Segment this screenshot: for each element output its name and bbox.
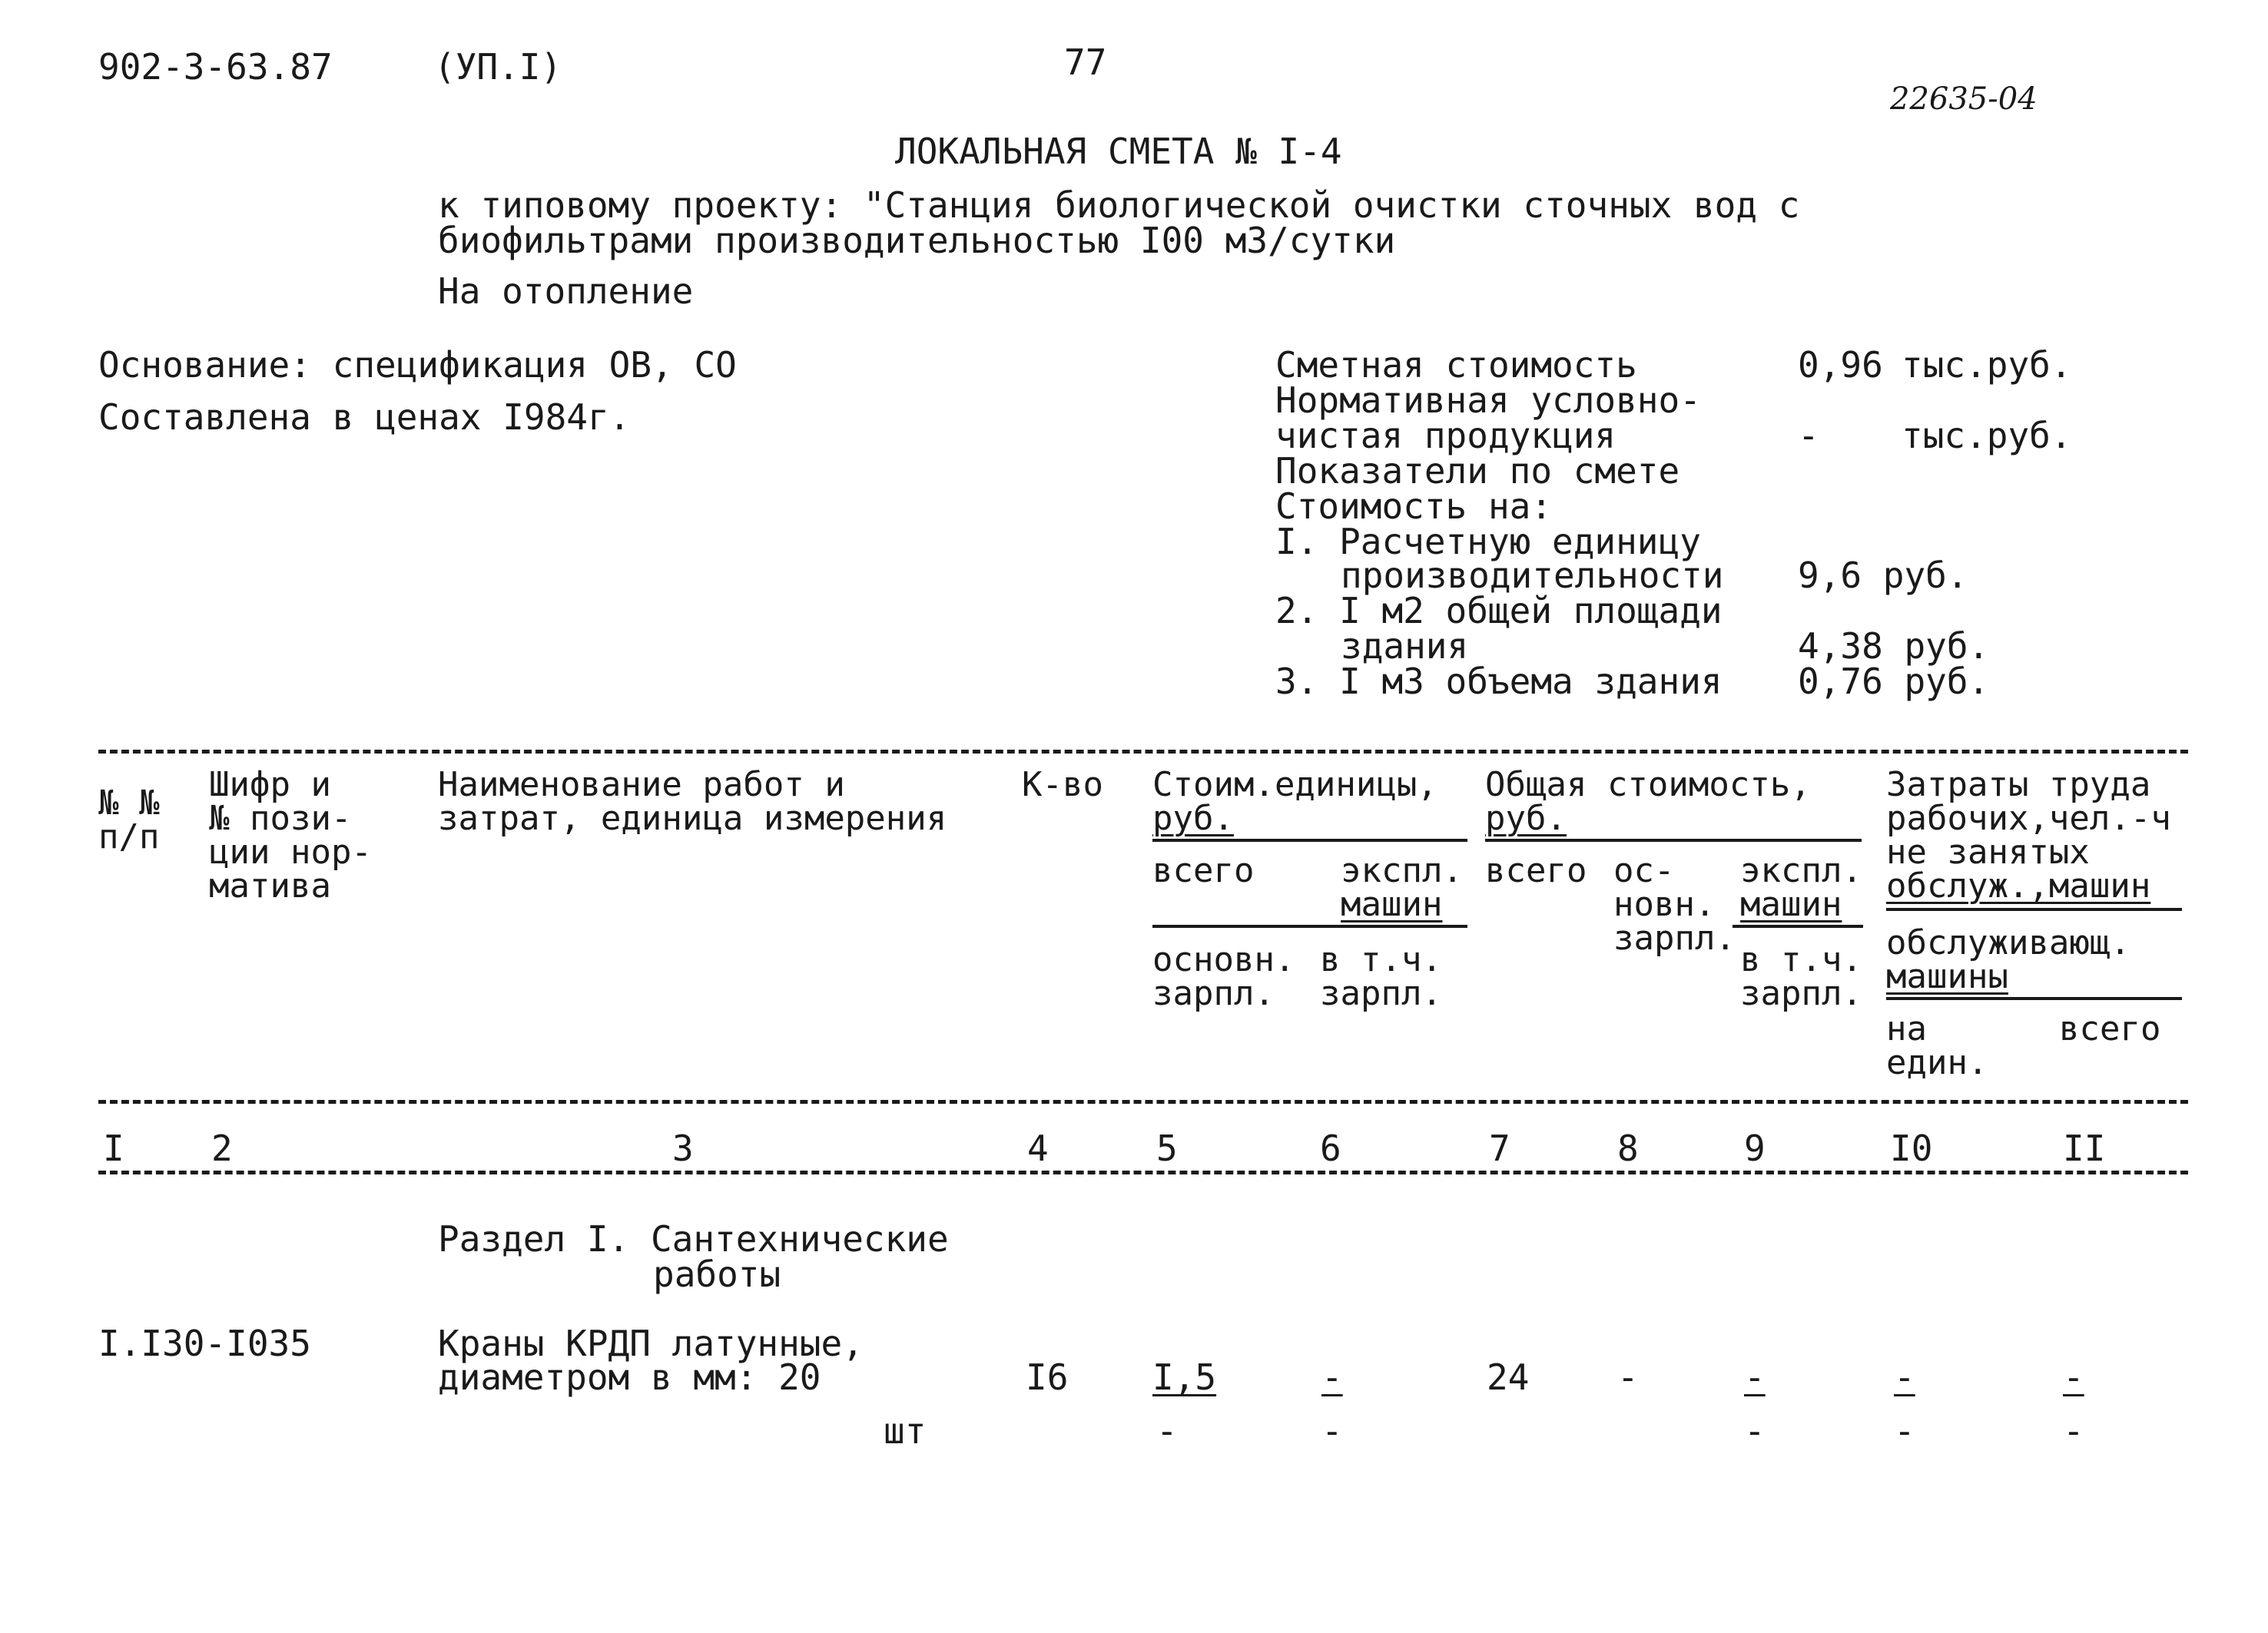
indicator-1-value: 9,6 руб. [1798,555,1968,596]
unit-total-header: всего [1152,851,1255,890]
col4-header: К-во [1022,765,1103,804]
labor-header-a: Затраты труда [1886,765,2151,804]
row-total: 24 [1487,1356,1530,1398]
row-unit-mach: - [1321,1356,1343,1398]
column-number: 3 [672,1128,694,1169]
unit-mach-header-a: экспл. [1341,851,1463,890]
unit-incl-header-a: в т.ч. [1320,940,1442,979]
unit-mach-header-b: машин [1341,885,1443,924]
column-numbers-rule [98,1171,2188,1174]
total-mach-header-b: машин [1740,885,1842,924]
column-number: 2 [211,1128,233,1169]
indicator-3-value: 0,76 руб. [1798,661,1990,702]
section-title-2: работы [653,1254,781,1295]
indicators-label: Показатели по смете [1275,450,1680,492]
album-number: (УП.I) [434,46,562,88]
total-incl-header-b: зарпл. [1740,974,1862,1013]
row-qty: I6 [1026,1356,1069,1398]
indicator-1-label-2: производительности [1341,555,1724,596]
indicator-2-label: 2. I м2 общей площади [1275,590,1723,631]
row-unit-wage: - [1156,1410,1178,1452]
col2-header-a: Шифр и [209,765,331,804]
total-mid-rule [1732,925,1863,928]
estimate-title: ЛОКАЛЬНАЯ СМЕТА № I-4 [895,131,1342,172]
row-unit-total: I,5 [1152,1356,1217,1398]
section-title: Раздел I. Сантехнические [438,1218,949,1260]
indicator-1-label: I. Расчетную единицу [1275,521,1701,562]
col1-header-b: п/п [98,817,160,856]
labor-rule-2 [1886,997,2182,1000]
row-unit: шт [884,1410,927,1452]
unit-wage-header-a: основн. [1152,940,1295,979]
col2-header-b: № пози- [209,799,352,838]
labor-header-d: обслуж.,машин [1886,866,2151,906]
col3-header-b: затрат, единица измерения [438,799,947,838]
col1-header-a: № № [98,783,160,823]
labor-header-c: не занятых [1886,833,2090,872]
indicator-3-label: 3. I м3 объема здания [1275,661,1723,702]
cost-label: Сметная стоимость [1275,344,1637,386]
total-mach-header-a: экспл. [1740,851,1862,890]
row-labor-total-2: - [2063,1410,2084,1452]
row-total-incl: - [1744,1410,1766,1452]
col2-header-c: ции нор- [209,833,372,872]
row-total-mach: - [1744,1356,1766,1398]
unit-cost-rule [1152,839,1467,842]
project-line-1: к типовому проекту: "Станция биологической очистки сточных вод с [438,184,1800,226]
labor-header-b: рабочих,чел.-ч [1886,799,2171,838]
project-line-2: биофильтрами производительностью I00 м3/сутки [438,220,1396,261]
column-number: 8 [1617,1128,1639,1169]
estimate-subject: На отопление [438,270,694,312]
unit-cost-header-b: руб. [1152,799,1234,838]
total-incl-header-a: в т.ч. [1740,940,1862,979]
total-cost-header-b: руб. [1485,799,1567,838]
labor-total-header: всего [2059,1009,2161,1048]
row-name-2: диаметром в мм: 20 [438,1356,821,1398]
column-number: 7 [1489,1128,1510,1169]
labor-header-f: машины [1886,957,2008,996]
total-total-header: всего [1485,851,1587,890]
indicator-2-label-2: здания [1341,625,1469,667]
labor-unit-header-b: един. [1886,1043,1988,1082]
unit-wage-header-b: зарпл. [1152,974,1275,1013]
labor-rule-1 [1886,908,2182,911]
column-number: I0 [1890,1128,1933,1169]
total-cost-header-a: Общая стоимость, [1485,765,1811,804]
row-labor-unit-2: - [1894,1410,1915,1452]
column-number: 4 [1027,1128,1049,1169]
net-unit: тыс.руб. [1902,415,2072,456]
row-labor-total: - [2063,1356,2084,1398]
cost-per-label: Стоимость на: [1275,485,1553,527]
column-number: II [2063,1128,2106,1169]
row-total-wage: - [1617,1356,1639,1398]
total-wage-header-c: зарпл. [1613,919,1736,958]
total-wage-header-b: новн. [1613,885,1716,924]
header-bottom-rule [98,1100,2188,1104]
labor-unit-header-a: на [1886,1009,1927,1048]
column-number: 9 [1744,1128,1766,1169]
total-cost-rule [1485,839,1862,842]
prices-line: Составлена в ценах I984г. [98,396,631,438]
total-wage-header-a: ос- [1613,851,1675,890]
unit-cost-header-a: Стоим.единицы, [1152,765,1437,804]
row-labor-unit: - [1894,1356,1915,1398]
basis-line: Основание: спецификация ОВ, СО [98,344,737,386]
net-value: - [1798,415,1819,456]
column-number: 5 [1156,1128,1178,1169]
row-name: Краны КРДП латунные, [438,1323,864,1364]
net-label-1: Нормативная условно- [1275,379,1701,421]
unit-mid-rule [1152,925,1467,928]
row-code: I.I30-I035 [98,1323,311,1364]
row-unit-incl: - [1321,1410,1343,1452]
inventory-number: 22635-04 [1890,81,2038,117]
indicator-2-value: 4,38 руб. [1798,625,1990,667]
cost-unit: тыс.руб. [1902,344,2072,386]
page-number: 77 [1064,41,1107,83]
net-label-2: чистая продукция [1275,415,1616,456]
column-number: I [103,1128,124,1169]
labor-header-e: обслуживающ. [1886,923,2130,962]
project-code: 902-3-63.87 [98,46,333,88]
table-top-rule [98,750,2188,754]
cost-value: 0,96 [1798,344,1883,386]
col3-header-a: Наименование работ и [438,765,845,804]
col2-header-d: матива [209,866,331,906]
unit-incl-header-b: зарпл. [1320,974,1442,1013]
column-number: 6 [1320,1128,1341,1169]
